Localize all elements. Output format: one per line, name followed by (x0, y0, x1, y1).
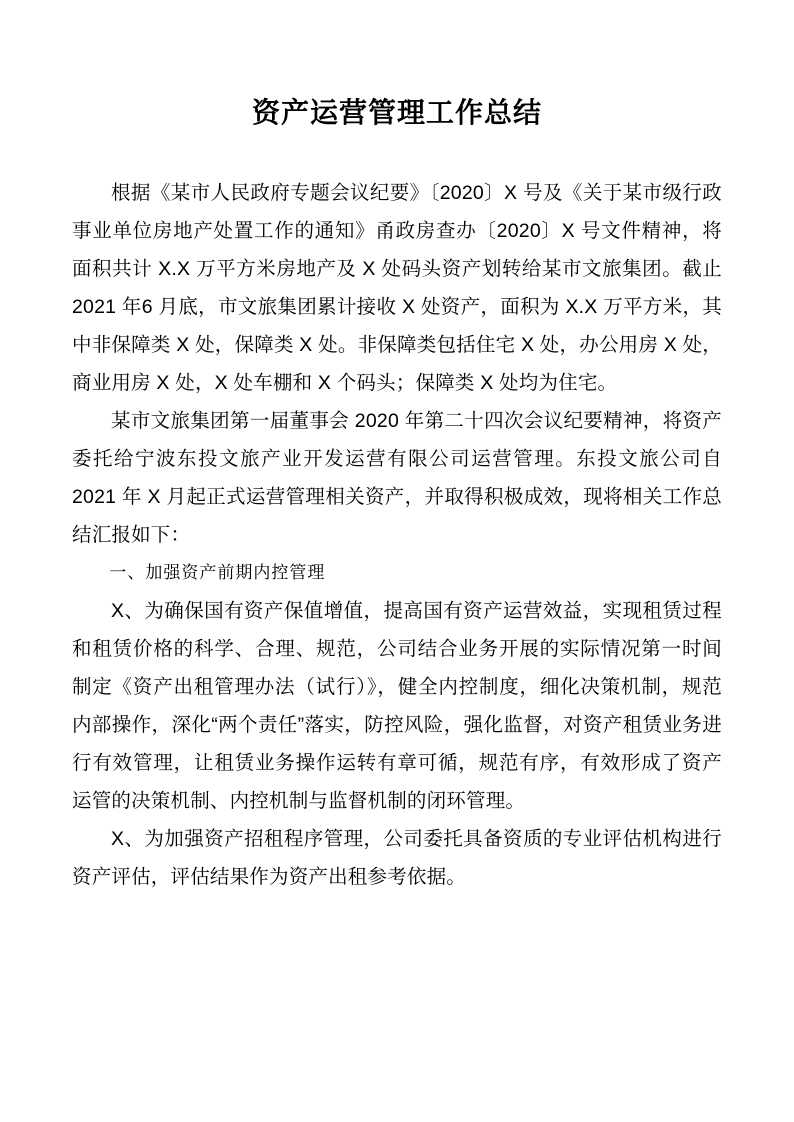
paragraph-1: 根据《某市人民政府专题会议纪要》〔2020〕X 号及《关于某市级行政事业单位房地产处置工作的通知》甬政房查办〔2020〕X 号文件精神，将面积共计 X.X 万平方米房地产及 X 处码头资产划转给某市文旅集团。截止 2021 年6 月底，市文旅集团累计接收 X 处资产，面积为 X.X 万平方米，其中非保障类 X 处，保障类 X 处。非保障类包括住宅 X 处，办公用房 X 处，商业用房 X 处，X 处车棚和 X 个码头；保障类 X 处均为住宅。 (72, 182, 722, 395)
paragraph-2: 某市文旅集团第一届董事会 2020 年第二十四次会议纪要精神，将资产委托给宁波东投文旅产业开发运营有限公司运营管理。东投文旅公司自 2021 年 X 月起正式运营管理相关资产，并取得积极成效，现将相关工作总结汇报如下： (72, 410, 722, 547)
paragraph-4: X、为加强资产招租程序管理，公司委托具备资质的专业评估机构进行资产评估，评估结果作为资产出租参考依据。 (72, 828, 722, 889)
section-heading-1: 一、加强资产前期内控管理 (109, 563, 326, 583)
paragraph-3: X、为确保国有资产保值增值，提高国有资产运营效益，实现租赁过程和租赁价格的科学、合理、规范，公司结合业务开展的实际情况第一时间制定《资产出租管理办法（试行）》，健全内控制度，细化决策机制，规范内部操作，深化“两个责任”落实，防控风险，强化监督，对资产租赁业务进行有效管理，让租赁业务操作运转有章可循，规范有序，有效形成了资产运管的决策机制、内控机制与监督机制的闭环管理。 (72, 600, 722, 813)
page-title: 资产运营管理工作总结 (251, 98, 542, 129)
document-body (72, 174, 722, 896)
